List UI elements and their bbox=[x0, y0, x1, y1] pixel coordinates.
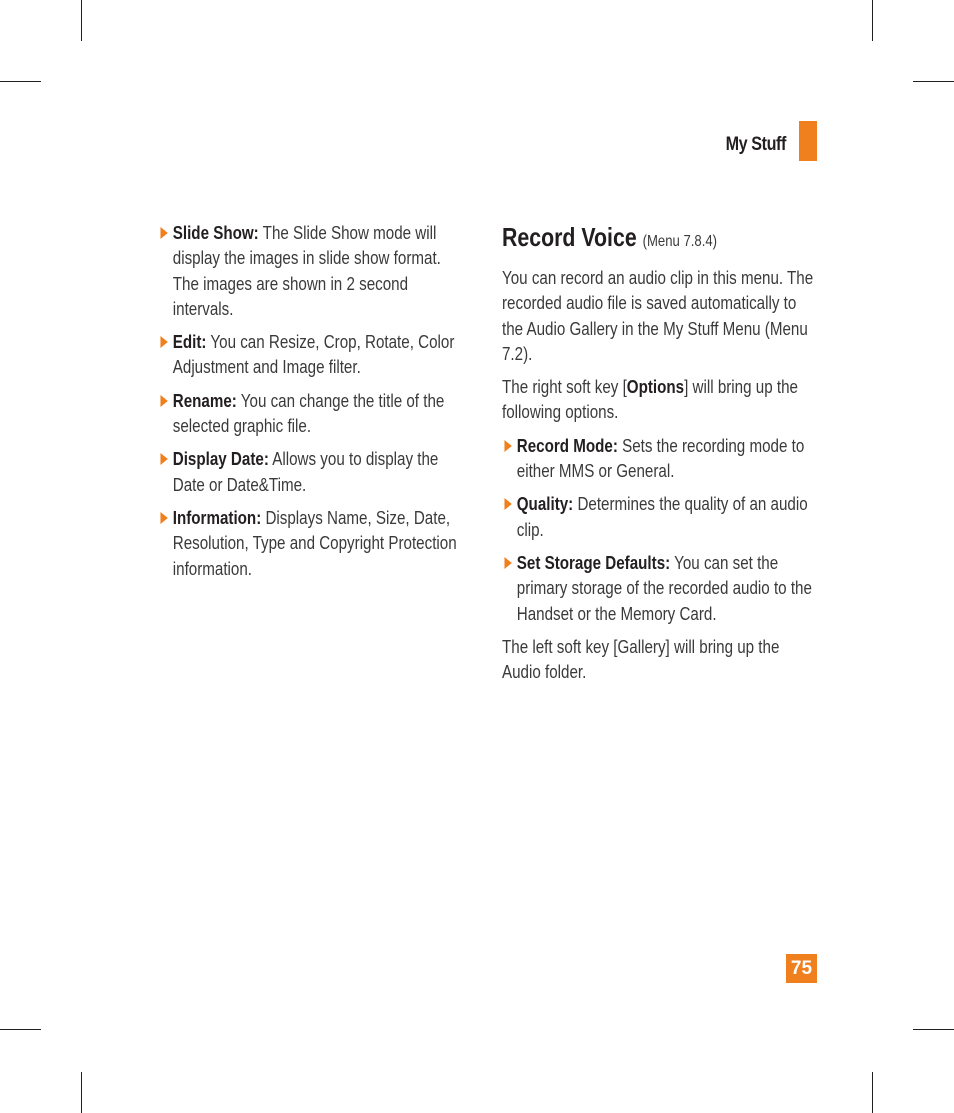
item-text: Displays Name, Size, Date, Resolution, Type and Copyright Protection information. bbox=[172, 506, 457, 579]
crop-mark bbox=[81, 1072, 82, 1113]
intro-paragraph: You can record an audio clip in this menu. The recorded audio file is saved automatically to the Audio Gallery in the My Stuff Menu (Menu 7.2). bbox=[502, 267, 814, 364]
item-label: Set Storage Defaults: bbox=[516, 551, 671, 573]
item-label: Rename: bbox=[172, 389, 237, 411]
item-text: You can Resize, Crop, Rotate, Color Adjustment and Image filter. bbox=[172, 331, 455, 378]
crop-mark bbox=[81, 0, 82, 41]
bullet-arrow-icon bbox=[504, 557, 511, 569]
right-column bbox=[502, 220, 820, 692]
crop-mark bbox=[872, 0, 873, 41]
item-text: Allows you to display the Date or Date&Time. bbox=[172, 448, 439, 495]
bullet-arrow-icon bbox=[160, 395, 167, 407]
list-item bbox=[502, 433, 820, 484]
item-text: Determines the quality of an audio clip. bbox=[516, 493, 808, 540]
item-label: Record Mode: bbox=[516, 434, 618, 456]
options-text-post: ] will bring up the following options. bbox=[502, 376, 798, 423]
list-item bbox=[158, 505, 463, 581]
crop-mark bbox=[872, 1072, 873, 1113]
left-column bbox=[158, 220, 463, 589]
options-paragraph bbox=[502, 374, 820, 425]
bullet-arrow-icon bbox=[504, 498, 511, 510]
menu-reference: (Menu 7.8.4) bbox=[642, 233, 718, 250]
outro-paragraph: The left soft key [Gallery] will bring up the Audio folder. bbox=[502, 635, 780, 683]
item-label: Slide Show: bbox=[172, 222, 259, 243]
item-text: You can set the primary storage of the recorded audio to the Handset or the Memory Card. bbox=[516, 551, 812, 624]
bullet-arrow-icon bbox=[504, 440, 511, 452]
list-item bbox=[158, 388, 463, 439]
item-label: Information: bbox=[172, 506, 262, 528]
bullet-arrow-icon bbox=[160, 512, 167, 524]
section-tab-marker bbox=[799, 121, 817, 161]
bullet-arrow-icon bbox=[160, 336, 167, 348]
section-heading bbox=[502, 222, 820, 257]
options-key: Options bbox=[626, 376, 685, 398]
list-item bbox=[502, 491, 820, 542]
options-text-pre: The right soft key [ bbox=[502, 376, 627, 398]
list-item bbox=[158, 446, 463, 497]
crop-mark bbox=[913, 1029, 954, 1030]
item-text: Sets the recording mode to either MMS or General. bbox=[516, 434, 805, 482]
item-label: Display Date: bbox=[172, 448, 269, 470]
crop-mark bbox=[0, 81, 41, 82]
heading-text: Record Voice bbox=[502, 222, 637, 252]
page-number: 75 bbox=[786, 954, 817, 983]
section-title: My Stuff bbox=[725, 134, 786, 155]
bullet-arrow-icon bbox=[160, 453, 167, 465]
list-item bbox=[158, 329, 463, 380]
item-label: Quality: bbox=[516, 493, 574, 515]
item-label: Edit: bbox=[172, 331, 207, 353]
item-text: The Slide Show mode will display the images in slide show format. The images are shown in 2 second intervals. bbox=[172, 222, 441, 319]
bullet-arrow-icon bbox=[160, 227, 167, 239]
crop-mark bbox=[0, 1029, 41, 1030]
list-item bbox=[502, 550, 820, 626]
crop-mark bbox=[913, 81, 954, 82]
item-text: You can change the title of the selected graphic file. bbox=[172, 389, 445, 437]
list-item bbox=[158, 220, 463, 321]
